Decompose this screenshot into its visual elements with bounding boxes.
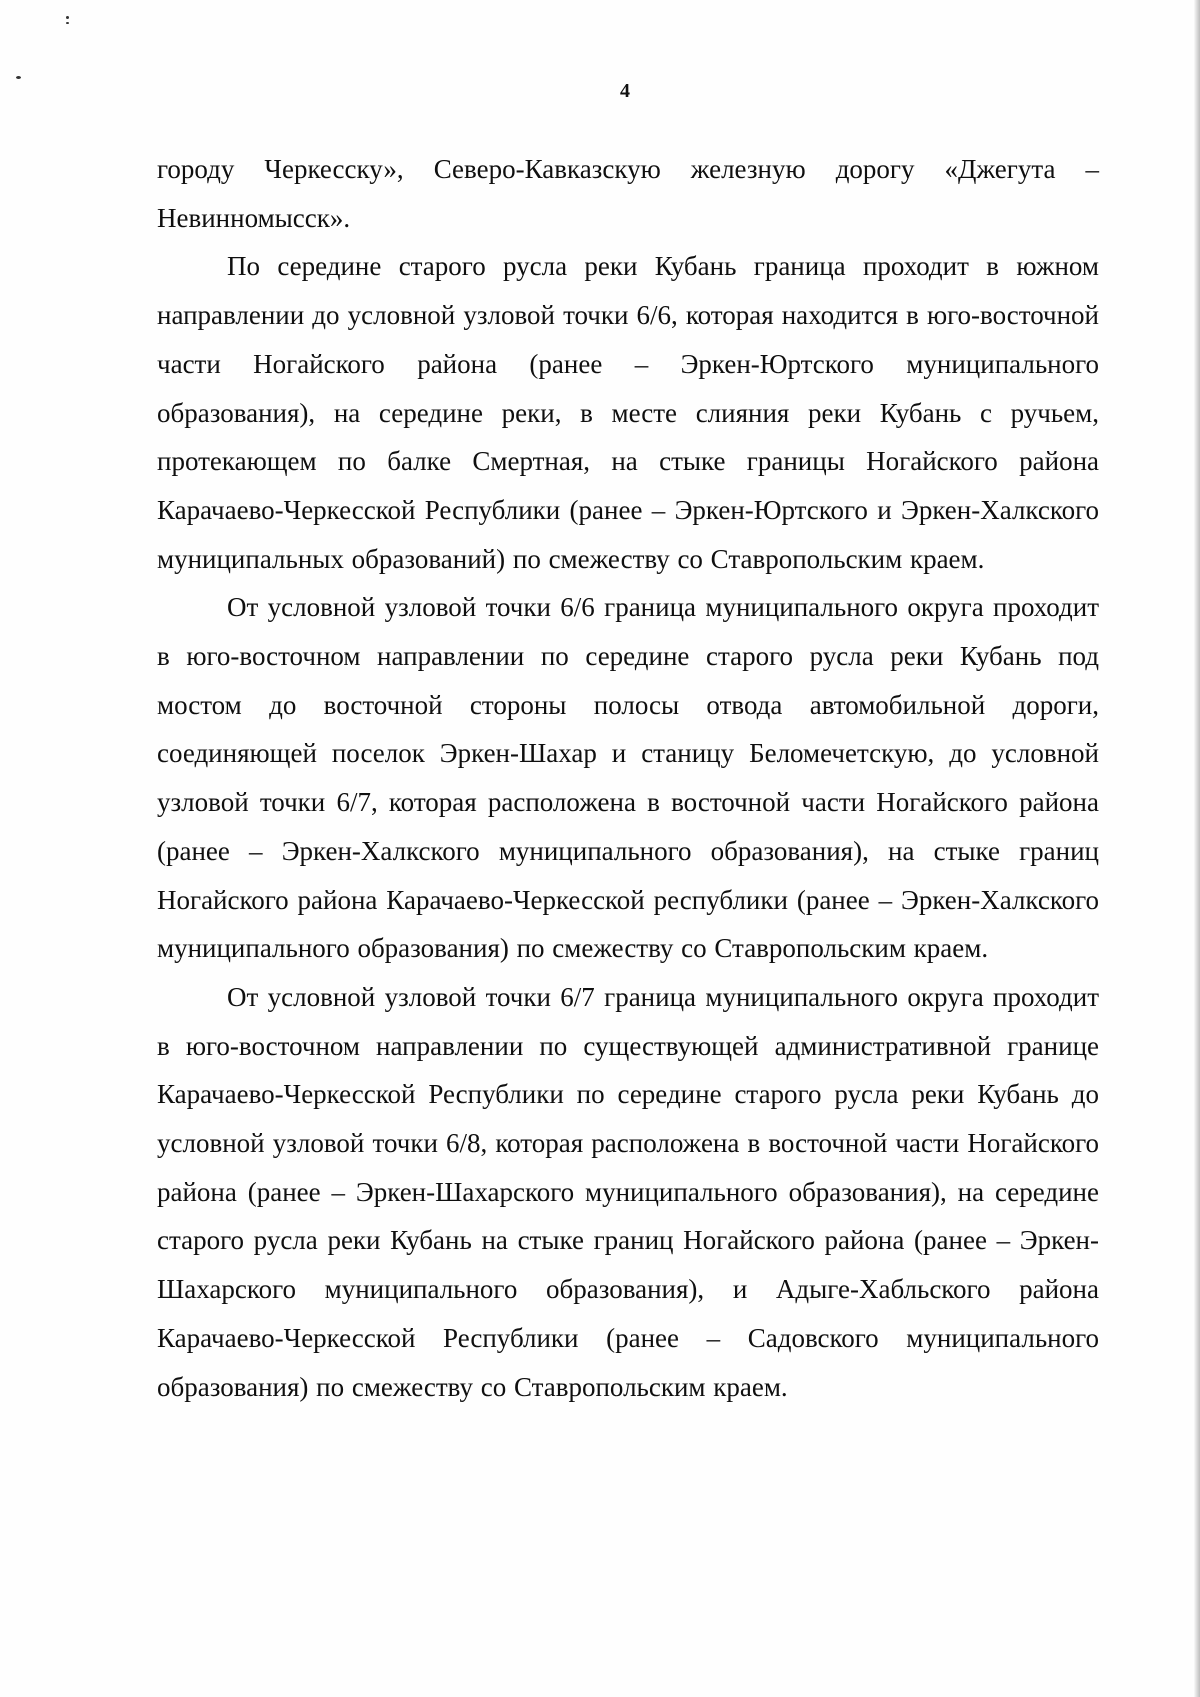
paragraph: По середине старого русла реки Кубань граница проходит в южном направлении до условной узловой точки 6/6, которая находится в юго-восточной части Ногайского района (ранее – Эркен-Юртского муниципального образования), на середине реки, в месте слияния реки Кубань с ручьем, протекающем по балке Смертная, на стыке границы Ногайского района Карачаево-Черкесской Республики (ранее – Эркен-Юртского и Эркен-Халкского муниципальных образований) по смежеству со Ставропольским краем.	[157, 251, 1099, 574]
paragraph: От условной узловой точки 6/6 граница муниципального округа проходит в юго-восточном направлении по середине старого русла реки Кубань под мостом до восточной стороны полосы отвода автомобильной дороги, соединяющей поселок Эркен-Шахар и станицу Беломечетскую, до условной узловой точки 6/7, которая расположена в восточной части Ногайского района (ранее – Эркен-Халкского муниципального образования), на стыке границ Ногайского района Карачаево-Черкесской республики (ранее – Эркен-Халкского муниципального образования) по смежеству со Ставропольским краем.	[157, 592, 1099, 964]
scan-page-edge	[1194, 0, 1200, 1697]
page-number: 4	[620, 80, 630, 102]
document-body	[157, 145, 1099, 1411]
scan-speck	[66, 16, 69, 19]
scan-speck	[16, 76, 21, 79]
paragraph: От условной узловой точки 6/7 граница муниципального округа проходит в юго-восточном направлении по существующей административной границе Карачаево-Черкесской Республики по середине старого русла реки Кубань до условной узловой точки 6/8, которая расположена в восточной части Ногайского района (ранее – Эркен-Шахарского муниципального образования), на середине старого русла реки Кубань на стыке границ Ногайского района (ранее – Эркен-Шахарского муниципального образования), и Адыге-Хабльского района Карачаево-Черкесской Республики (ранее – Садовского муниципального образования) по смежеству со Ставропольским краем.	[157, 981, 1099, 1402]
scan-speck	[66, 22, 69, 24]
paragraph-continuation: городу Черкесску», Северо-Кавказскую железную дорогу «Джегута – Невинномысск».	[157, 154, 1099, 233]
